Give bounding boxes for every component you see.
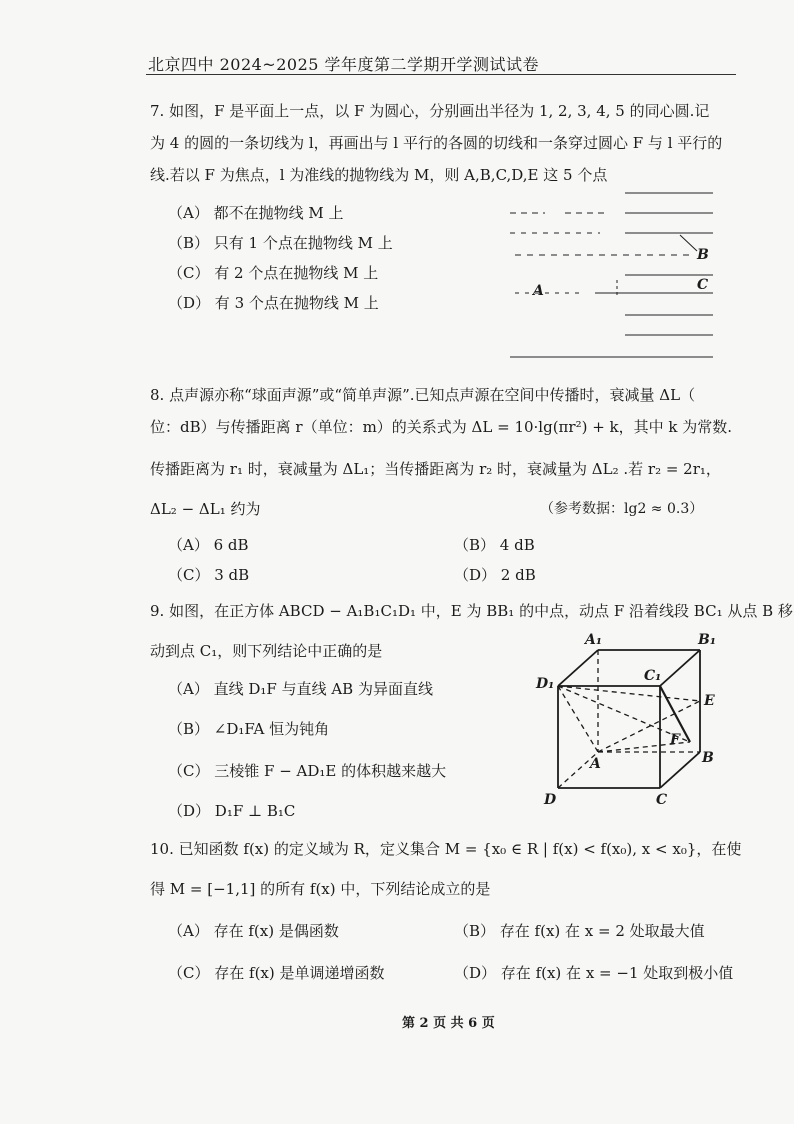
cube-edge-cb bbox=[660, 752, 700, 788]
q8-option-a: （A） 6 dB bbox=[168, 536, 249, 554]
q8-line-4: ΔL₂ − ΔL₁ 约为 bbox=[150, 500, 261, 518]
cube-edge-d1a1 bbox=[558, 650, 598, 686]
cube-edge-c1b1 bbox=[660, 650, 700, 686]
q7-label-a: A bbox=[533, 283, 544, 299]
q8-line-3: 传播距离为 r₁ 时，衰减量为 ΔL₁；当传播距离为 r₂ 时，衰减量为 ΔL₂ .若 r₂ = 2r₁， bbox=[150, 460, 721, 478]
q8-line-1: 8. 点声源亦称“球面声源”或“简单声源”.已知点声源在空间中传播时，衰减量 ΔL（ bbox=[150, 386, 696, 404]
cube-label-c1: C₁ bbox=[644, 668, 662, 684]
cube-label-d1: D₁ bbox=[536, 676, 555, 692]
q7-line-3: 线.若以 F 为焦点，l 为准线的抛物线为 M，则 A,B,C,D,E 这 5 个点 bbox=[150, 166, 608, 184]
q9-option-d: （D） D₁F ⊥ B₁C bbox=[168, 802, 296, 820]
segment-d1a-hidden bbox=[558, 686, 598, 752]
segment-d1e-hidden bbox=[558, 686, 700, 701]
cube-label-d: D bbox=[544, 792, 557, 808]
q7-label-b: B bbox=[697, 247, 709, 263]
q10-option-c: （C） 存在 f(x) 是单调递增函数 bbox=[168, 964, 385, 982]
q7-option-d: （D） 有 3 个点在抛物线 M 上 bbox=[168, 294, 379, 312]
q7-arrow-stroke bbox=[680, 235, 697, 251]
cube-label-a1: A₁ bbox=[585, 632, 602, 648]
q8-option-c: （C） 3 dB bbox=[168, 566, 250, 584]
q9-option-a: （A） 直线 D₁F 与直线 AB 为异面直线 bbox=[168, 680, 433, 698]
q7-option-c: （C） 有 2 个点在抛物线 M 上 bbox=[168, 264, 379, 282]
segment-ae-hidden bbox=[598, 701, 700, 752]
cube-label-c: C bbox=[656, 792, 668, 808]
q10-line-2: 得 M = [−1,1] 的所有 f(x) 中，下列结论成立的是 bbox=[150, 880, 491, 898]
q7-option-a: （A） 都不在抛物线 M 上 bbox=[168, 204, 344, 222]
cube-label-e: E bbox=[704, 693, 715, 709]
q9-line-1: 9. 如图，在正方体 ABCD − A₁B₁C₁D₁ 中，E 为 BB₁ 的中点，动点 F 沿着线段 BC₁ 从点 B 移 bbox=[150, 602, 793, 620]
q8-option-b: （B） 4 dB bbox=[454, 536, 535, 554]
q9-cube-figure bbox=[530, 628, 730, 813]
q8-reference: （参考数据：lg2 ≈ 0.3） bbox=[540, 501, 704, 517]
q7-line-1: 7. 如图，F 是平面上一点，以 F 为圆心，分别画出半径为 1, 2, 3, 4, 5 的同心圆.记 bbox=[150, 102, 710, 120]
q7-option-b: （B） 只有 1 个点在抛物线 M 上 bbox=[168, 234, 393, 252]
q7-figure bbox=[505, 185, 720, 365]
cube-label-b: B bbox=[702, 750, 714, 766]
q10-option-d: （D） 存在 f(x) 在 x = −1 处取到极小值 bbox=[454, 964, 734, 982]
q7-label-c: C bbox=[697, 277, 709, 293]
page-header: 北京四中 2024~2025 学年度第二学期开学测试试卷 bbox=[148, 55, 540, 74]
page-footer: 第 2 页 共 6 页 bbox=[402, 1016, 495, 1031]
q7-line-2: 为 4 的圆的一条切线为 l，再画出与 l 平行的各圆的切线和一条穿过圆心 F 与 l 平行的 bbox=[150, 134, 723, 152]
cube-label-f: F bbox=[670, 732, 680, 748]
q10-option-a: （A） 存在 f(x) 是偶函数 bbox=[168, 922, 339, 940]
q9-line-2: 动到点 C₁，则下列结论中正确的是 bbox=[150, 642, 383, 660]
q9-option-b: （B） ∠D₁FA 恒为钝角 bbox=[168, 720, 330, 738]
header-rule bbox=[146, 74, 736, 75]
q8-line-2: 位：dB）与传播距离 r（单位：m）的关系式为 ΔL = 10·lg(πr²) + k，其中 k 为常数. bbox=[150, 418, 733, 436]
q10-option-b: （B） 存在 f(x) 在 x = 2 处取最大值 bbox=[454, 922, 705, 940]
q8-option-d: （D） 2 dB bbox=[454, 566, 536, 584]
cube-label-a: A bbox=[590, 756, 601, 772]
q10-line-1: 10. 已知函数 f(x) 的定义域为 R，定义集合 M = {x₀ ∈ R | f(x) < f(x₀), x < x₀}，在使 bbox=[150, 840, 742, 858]
q9-option-c: （C） 三棱锥 F − AD₁E 的体积越来越大 bbox=[168, 762, 447, 780]
cube-label-b1: B₁ bbox=[698, 632, 716, 648]
